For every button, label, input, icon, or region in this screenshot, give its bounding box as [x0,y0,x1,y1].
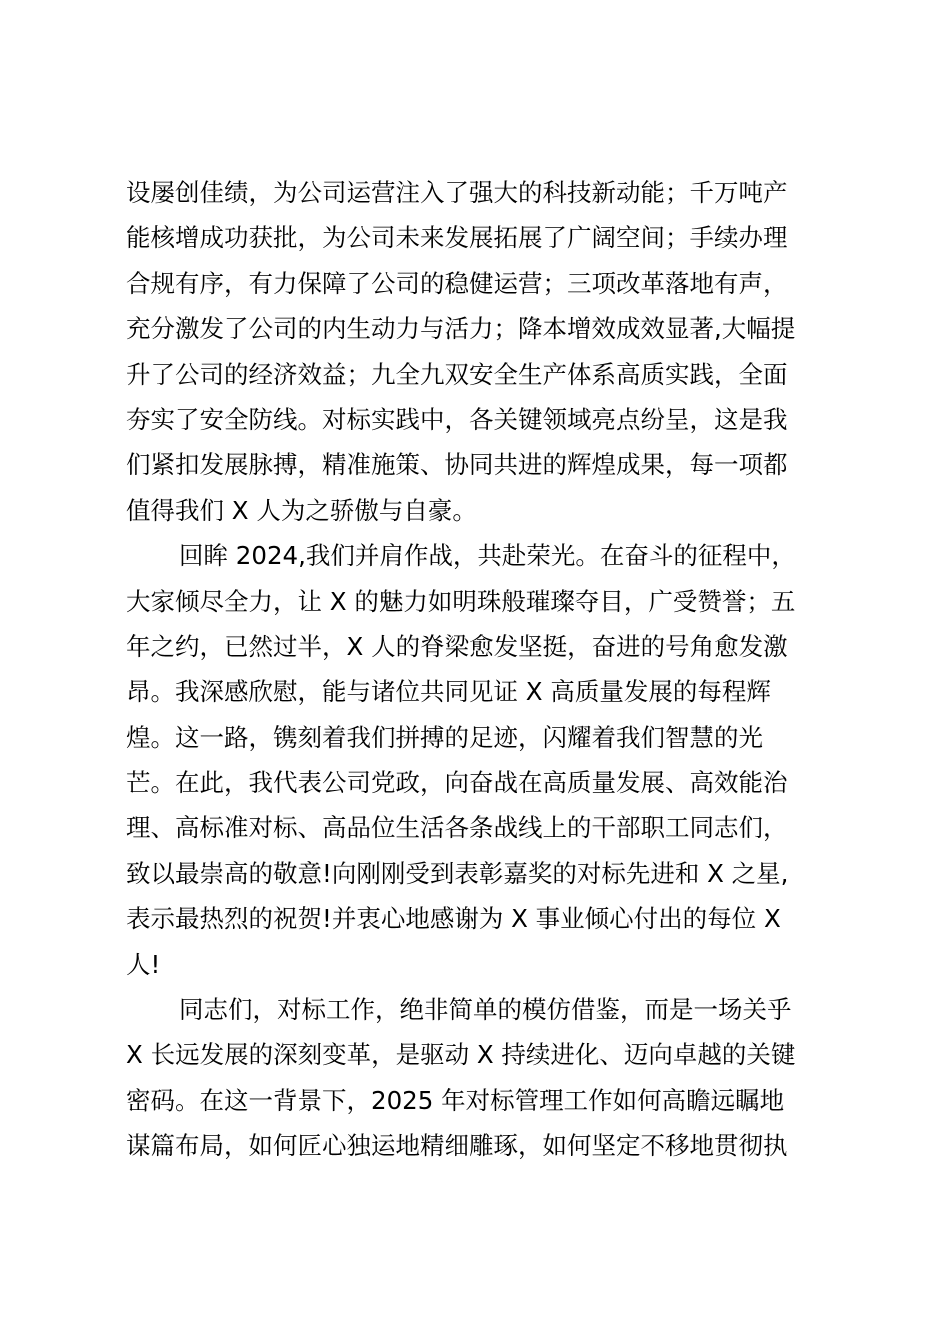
text-line: 谋篇布局，如何匠心独运地精细雕琢，如何坚定不移地贯彻执 [126,1131,788,1161]
text-line: 理、高标准对标、高品位生活各条战线上的干部职工同志们， [126,813,788,843]
text-line: 充分激发了公司的内生动力与活力；降本增效成效显著,大幅提 [126,314,796,344]
text-line: 人! [126,949,161,979]
text-line: 夯实了安全防线。对标实践中，各关键领域亮点纷呈，这是我 [126,404,788,434]
text-line: 值得我们 X 人为之骄傲与自豪。 [126,495,477,525]
text-line: 煌。这一路，镌刻着我们拼搏的足迹，闪耀着我们智慧的光 [126,722,763,752]
text-line: 致以最崇高的敬意!向刚刚受到表彰嘉奖的对标先进和 X 之星, [126,858,789,888]
text-line: 密码。在这一背景下，2025 年对标管理工作如何高瞻远瞩地 [126,1085,785,1115]
text-line: 合规有序，有力保障了公司的稳健运营；三项改革落地有声， [126,268,788,298]
text-line: 昂。我深感欣慰，能与诸位共同见证 X 高质量发展的每程辉 [126,677,771,707]
text-line: 升了公司的经济效益；九全九双安全生产体系高质实践，全面 [126,359,788,389]
paragraph-1 [126,170,826,533]
text-line: 年之约，已然过半，X 人的脊梁愈发坚挺，奋进的号角愈发激 [126,631,788,661]
text-line: 设屡创佳绩，为公司运营注入了强大的科技新动能；千万吨产 [126,178,788,207]
text-line: 能核增成功获批，为公司未来发展拓展了广阔空间；手续办理 [126,223,788,253]
paragraph-2 [126,533,826,987]
text-line: 大家倾尽全力，让 X 的魅力如明珠般璀璨夺目，广受赞誉；五 [126,586,796,616]
text-line: X 长远发展的深刻变革，是驱动 X 持续进化、迈向卓越的关键 [126,1040,796,1070]
text-line: 回眸 2024,我们并肩作战，共赴荣光。在奋斗的征程中， [179,541,796,571]
text-line: 们紧扣发展脉搏，精准施策、协同共进的辉煌成果，每一项都 [126,450,788,480]
paragraph-3 [126,987,826,1169]
text-line: 同志们，对标工作，绝非简单的模仿借鉴，而是一场关乎 [179,995,792,1025]
document-body [126,170,826,1169]
text-line: 芒。在此，我代表公司党政，向奋战在高质量发展、高效能治 [126,768,788,798]
text-line: 表示最热烈的祝贺!并衷心地感谢为 X 事业倾心付出的每位 X [126,904,781,934]
